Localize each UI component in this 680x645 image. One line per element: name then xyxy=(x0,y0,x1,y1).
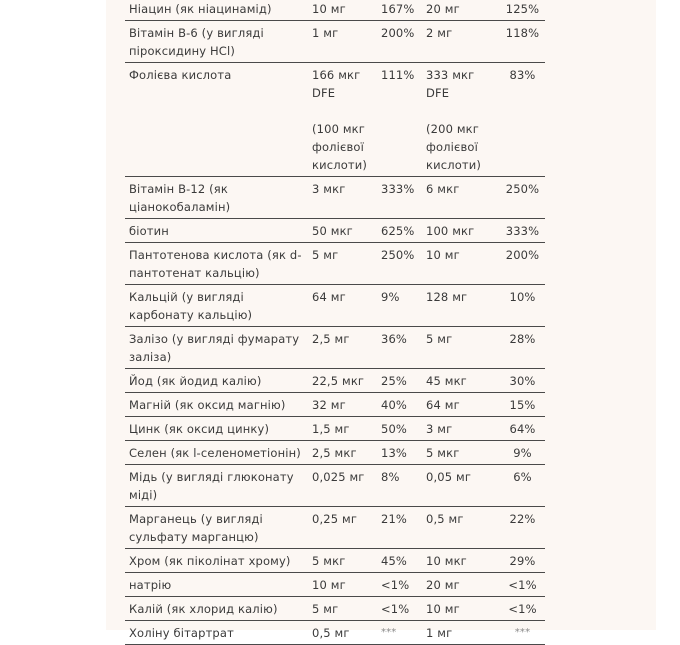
daily-value-2: 22% xyxy=(500,507,545,549)
daily-value-2: 64% xyxy=(500,417,545,441)
daily-value-2: 83% xyxy=(500,63,545,177)
amount-serving-2: 333 мкг DFE (200 мкг фолієвої кислоти) xyxy=(422,63,500,177)
amount-serving-2: 20 мг xyxy=(422,573,500,597)
amount-serving-1: 5 мг xyxy=(308,243,377,285)
daily-value-2: 118% xyxy=(500,21,545,63)
table-row xyxy=(125,393,545,417)
table-row xyxy=(125,417,545,441)
daily-value-1: <1% xyxy=(377,573,422,597)
nutrient-name: Цинк (як оксид цинку) xyxy=(125,417,308,441)
amount-serving-2: 64 мг xyxy=(422,393,500,417)
daily-value-2: 6% xyxy=(500,465,545,507)
nutrition-table xyxy=(125,0,545,645)
amount-serving-1: 22,5 мкг xyxy=(308,369,377,393)
table-row xyxy=(125,0,545,21)
daily-value-1: 9% xyxy=(377,285,422,327)
table-row xyxy=(125,327,545,369)
daily-value-1: 36% xyxy=(377,327,422,369)
amount-serving-1: 10 мг xyxy=(308,573,377,597)
daily-value-2: <1% xyxy=(500,597,545,621)
daily-value-1: 13% xyxy=(377,441,422,465)
daily-value-1: 167% xyxy=(377,0,422,21)
amount-serving-2: 5 мг xyxy=(422,327,500,369)
nutrient-name: Хром (як піколінат хрому) xyxy=(125,549,308,573)
nutrient-name: біотин xyxy=(125,219,308,243)
nutrient-name: Пантотенова кислота (як d-пантотенат кальцію) xyxy=(125,243,308,285)
daily-value-2: 250% xyxy=(500,177,545,219)
table-row xyxy=(125,573,545,597)
nutrient-name: Вітамін B-6 (у вигляді піроксидину HCl) xyxy=(125,21,308,63)
nutrition-table-body xyxy=(125,0,545,645)
amount-serving-2: 0,5 мг xyxy=(422,507,500,549)
table-row xyxy=(125,549,545,573)
daily-value-1: *** xyxy=(377,621,422,645)
daily-value-2: 28% xyxy=(500,327,545,369)
daily-value-1: 250% xyxy=(377,243,422,285)
daily-value-1: 45% xyxy=(377,549,422,573)
amount-serving-1: 2,5 мкг xyxy=(308,441,377,465)
amount-serving-1: 166 мкг DFE (100 мкг фолієвої кислоти) xyxy=(308,63,377,177)
daily-value-1: 40% xyxy=(377,393,422,417)
amount-serving-1: 0,025 мг xyxy=(308,465,377,507)
daily-value-1: 21% xyxy=(377,507,422,549)
daily-value-2: 29% xyxy=(500,549,545,573)
amount-serving-2: 10 мг xyxy=(422,597,500,621)
nutrient-name: натрію xyxy=(125,573,308,597)
amount-serving-2: 0,05 мг xyxy=(422,465,500,507)
nutrient-name: Фолієва кислота xyxy=(125,63,308,177)
amount-serving-1: 1,5 мг xyxy=(308,417,377,441)
daily-value-2: 125% xyxy=(500,0,545,21)
amount-serving-1: 3 мкг xyxy=(308,177,377,219)
table-row xyxy=(125,441,545,465)
amount-serving-1: 64 мг xyxy=(308,285,377,327)
amount-serving-1: 2,5 мг xyxy=(308,327,377,369)
amount-serving-2: 20 мг xyxy=(422,0,500,21)
daily-value-1: 625% xyxy=(377,219,422,243)
nutrient-name: Кальцій (у вигляді карбонату кальцію) xyxy=(125,285,308,327)
daily-value-1: 25% xyxy=(377,369,422,393)
daily-value-1: <1% xyxy=(377,597,422,621)
nutrient-name: Селен (як l-селенометіонін) xyxy=(125,441,308,465)
nutrient-name: Калій (як хлорид калію) xyxy=(125,597,308,621)
nutrient-name: Йод (як йодид калію) xyxy=(125,369,308,393)
amount-serving-2: 100 мкг xyxy=(422,219,500,243)
nutrient-name: Магній (як оксид магнію) xyxy=(125,393,308,417)
amount-serving-1: 5 мг xyxy=(308,597,377,621)
daily-value-2: 200% xyxy=(500,243,545,285)
amount-serving-2: 128 мг xyxy=(422,285,500,327)
amount-serving-2: 45 мкг xyxy=(422,369,500,393)
table-row xyxy=(125,63,545,177)
daily-value-2: 9% xyxy=(500,441,545,465)
amount-serving-1: 1 мг xyxy=(308,21,377,63)
daily-value-2: <1% xyxy=(500,573,545,597)
daily-value-2: *** xyxy=(500,621,545,645)
nutrient-name: Марганець (у вигляді сульфату марганцю) xyxy=(125,507,308,549)
amount-serving-2: 1 мг xyxy=(422,621,500,645)
nutrient-name: Вітамін B-12 (як ціанокобаламін) xyxy=(125,177,308,219)
daily-value-2: 10% xyxy=(500,285,545,327)
amount-serving-1: 5 мкг xyxy=(308,549,377,573)
table-row xyxy=(125,465,545,507)
nutrient-name: Залізо (у вигляді фумарату заліза) xyxy=(125,327,308,369)
daily-value-2: 333% xyxy=(500,219,545,243)
amount-serving-2: 10 мкг xyxy=(422,549,500,573)
daily-value-2: 30% xyxy=(500,369,545,393)
table-row xyxy=(125,369,545,393)
amount-serving-2: 6 мкг xyxy=(422,177,500,219)
daily-value-1: 111% xyxy=(377,63,422,177)
amount-serving-1: 0,25 мг xyxy=(308,507,377,549)
daily-value-1: 8% xyxy=(377,465,422,507)
amount-serving-2: 5 мкг xyxy=(422,441,500,465)
amount-serving-1: 10 мг xyxy=(308,0,377,21)
table-row xyxy=(125,597,545,621)
table-row xyxy=(125,285,545,327)
daily-value-2: 15% xyxy=(500,393,545,417)
amount-serving-2: 10 мг xyxy=(422,243,500,285)
amount-serving-2: 2 мг xyxy=(422,21,500,63)
amount-serving-1: 0,5 мг xyxy=(308,621,377,645)
amount-serving-1: 32 мг xyxy=(308,393,377,417)
table-row xyxy=(125,621,545,645)
daily-value-1: 50% xyxy=(377,417,422,441)
table-row xyxy=(125,21,545,63)
nutrient-name: Мідь (у вигляді глюконату міді) xyxy=(125,465,308,507)
amount-serving-1: 50 мкг xyxy=(308,219,377,243)
table-row xyxy=(125,507,545,549)
nutrient-name: Холіну бітартрат xyxy=(125,621,308,645)
table-row xyxy=(125,177,545,219)
nutrient-name: Ніацин (як ніацинамід) xyxy=(125,0,308,21)
table-row xyxy=(125,219,545,243)
daily-value-1: 333% xyxy=(377,177,422,219)
daily-value-1: 200% xyxy=(377,21,422,63)
table-row xyxy=(125,243,545,285)
amount-serving-2: 3 мг xyxy=(422,417,500,441)
